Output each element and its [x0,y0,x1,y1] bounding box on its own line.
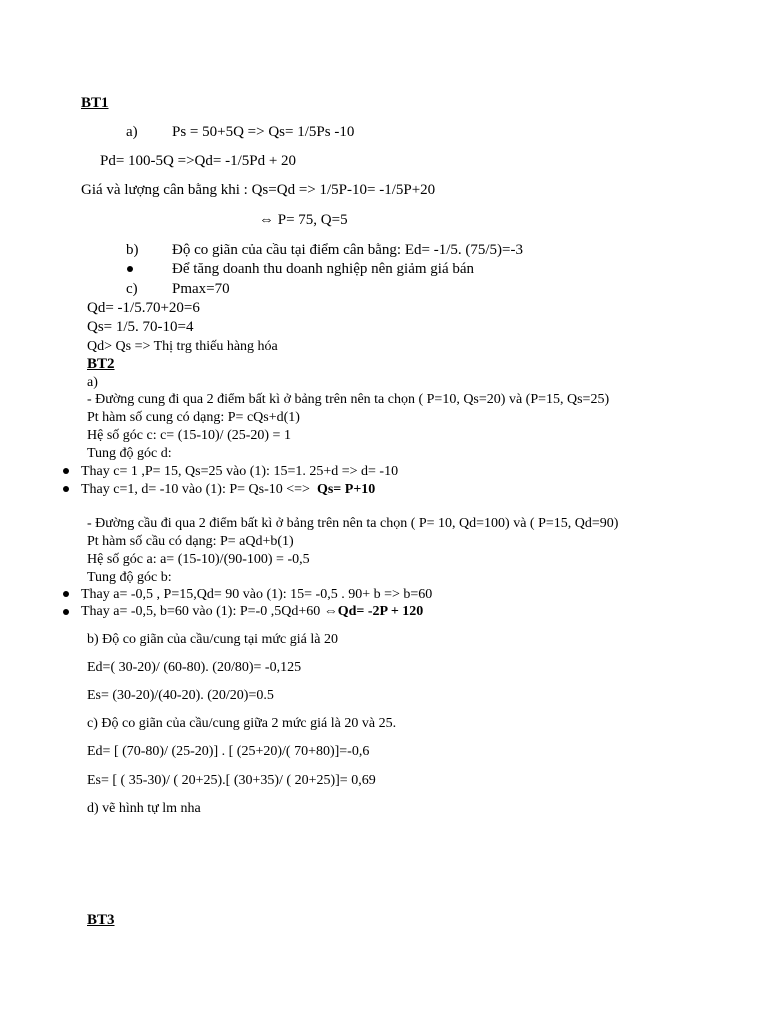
bullet-icon [63,609,69,615]
bt2-demand-equation: ⇔Qd= -2P + 120 [323,604,424,619]
bullet-icon [63,486,69,492]
bt1-c-text: Pmax=70 [172,281,230,297]
bt2-ed-point: Ed=( 30-20)/ (60-80). (20/80)= -0,125 [87,660,302,675]
bt1-bullet-text: Để tăng doanh thu doanh nghiệp nên giảm giá bán [172,261,475,277]
bt2-demand-bullet1: Thay a= -0,5 , P=15,Qd= 90 vào (1): 15= -0,5 . 90+ b => b=60 [81,587,433,602]
bt3-heading: BT3 [87,912,115,928]
bullet-icon [63,468,69,474]
bt1-heading: BT1 [81,95,109,111]
bt2-supply-intro: - Đường cung đi qua 2 điểm bất kì ở bảng trên nên ta chọn ( P=10, Qs=20) và (P=15, Qs=25) [87,392,610,407]
bt2-a-marker: a) [87,375,98,390]
bt2-c-title: c) Độ co giãn của cầu/cung giữa 2 mức giá là 20 và 25. [87,716,397,731]
bt2-demand-slope: Hệ số góc a: a= (15-10)/(90-100) = -0,5 [87,552,310,567]
bt1-c-marker: c) [126,281,138,297]
bt2-supply-bullet1: Thay c= 1 ,P= 15, Qs=25 vào (1): 15=1. 25+d => d= -10 [81,464,399,479]
bt2-supply-intercept: Tung độ góc d: [87,446,172,461]
bt2-supply-form: Pt hàm số cung có dạng: P= cQs+d(1) [87,410,300,425]
bt2-demand-bullet2-text: Thay a= -0,5, b=60 vào (1): P=-0 ,5Qd+60 [81,604,324,619]
bt2-supply-bullet2 [81,482,375,498]
bt2-supply-equation: Qs= P+10 [316,482,376,497]
bt2-ed-arc: Ed= [ (70-80)/ (25-20)] . [ (25+20)/( 70+80)]=-0,6 [87,744,370,759]
bt2-demand-intercept: Tung độ góc b: [87,570,172,585]
bt2-demand-bullet2 [81,604,423,620]
bt1-a-text: Ps = 50+5Q => Qs= 1/5Ps -10 [172,124,355,140]
bt1-pd-line: Pd= 100-5Q =>Qd= -1/5Pd + 20 [100,153,297,169]
bt2-supply-slope: Hệ số góc c: c= (15-10)/ (25-20) = 1 [87,428,291,443]
bt1-shortage-line: Qd> Qs => Thị trg thiếu hàng hóa [87,339,278,354]
bt1-a-marker: a) [126,124,138,140]
bt1-result-line: ⇔ P= 75, Q=5 [259,212,348,228]
bt1-b-marker: b) [126,242,139,258]
bt2-heading: BT2 [87,356,115,372]
bt2-supply-bullet2-text: Thay c=1, d= -10 vào (1): P= Qs-10 <=> [81,482,317,497]
bt1-qs-line: Qs= 1/5. 70-10=4 [87,319,194,335]
bt2-demand-intro: - Đường cầu đi qua 2 điểm bất kì ở bảng trên nên ta chọn ( P= 10, Qd=100) và ( P=15, Qd=90) [87,516,619,531]
bullet-icon [63,591,69,597]
bt2-b-title: b) Độ co giãn của cầu/cung tại mức giá là 20 [87,632,338,647]
bt2-es-point: Es= (30-20)/(40-20). (20/20)=0.5 [87,688,274,703]
bt1-equilibrium-line: Giá và lượng cân bằng khi : Qs=Qd => 1/5P-10= -1/5P+20 [81,182,436,198]
bt2-d-title: d) vẽ hình tự lm nha [87,801,201,816]
bt1-qd-line: Qd= -1/5.70+20=6 [87,300,200,316]
bt2-es-arc: Es= [ ( 35-30)/ ( 20+25).[ (30+35)/ ( 20+25)]= 0,69 [87,773,376,788]
bt1-b-text: Độ co giãn của cầu tại điểm cân bằng: Ed= -1/5. (75/5)=-3 [172,242,523,258]
bt2-demand-form: Pt hàm số cầu có dạng: P= aQd+b(1) [87,534,294,549]
bullet-icon [127,266,133,272]
